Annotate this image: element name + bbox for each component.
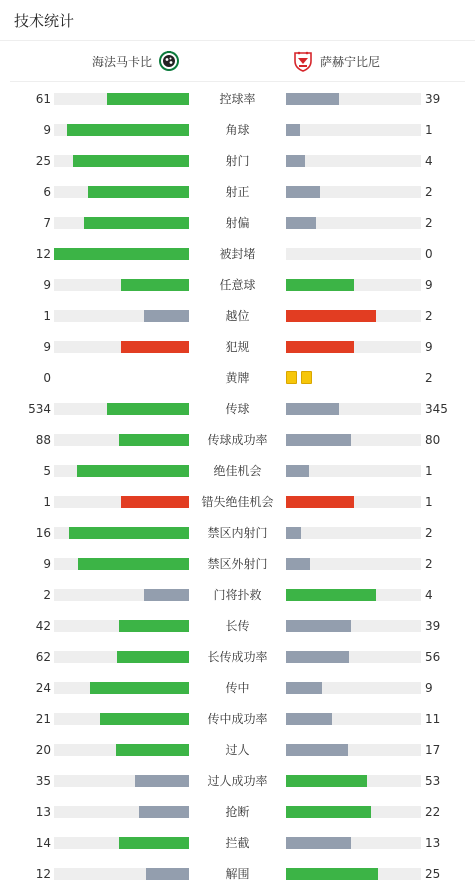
away-stat-value: 9 xyxy=(425,681,433,695)
away-stat-bar xyxy=(286,744,348,756)
away-stat-value: 1 xyxy=(425,123,433,137)
away-team-name: 萨赫宁比尼 xyxy=(320,54,381,69)
home-stat-bar-track xyxy=(54,341,189,353)
teams-row xyxy=(10,41,465,82)
home-stat-value: 9 xyxy=(43,123,51,137)
away-stat-bar-track xyxy=(286,837,421,849)
away-stat-bar xyxy=(286,651,349,663)
away-stat-bar-track xyxy=(286,310,421,322)
stat-label: 长传成功率 xyxy=(207,650,268,664)
page-title: 技术统计 xyxy=(14,11,75,30)
away-stat-bar xyxy=(286,682,322,694)
yellow-card-icon xyxy=(286,371,297,384)
home-stat-value: 14 xyxy=(35,836,51,850)
home-stat-bar xyxy=(121,279,189,291)
home-stat-bar xyxy=(67,124,189,136)
stat-label: 绝佳机会 xyxy=(213,464,262,478)
away-stat-bar-track xyxy=(286,434,421,446)
home-stat-bar-track xyxy=(54,744,189,756)
home-stat-bar xyxy=(90,682,189,694)
stat-row xyxy=(0,399,475,419)
stat-row xyxy=(0,182,475,202)
away-stat-bar-track xyxy=(286,775,421,787)
home-stat-bar-track xyxy=(54,403,189,415)
home-stat-bar xyxy=(78,558,189,570)
home-stat-value: 61 xyxy=(35,92,51,106)
home-stat-value: 5 xyxy=(43,464,51,478)
home-stat-bar xyxy=(144,589,189,601)
home-stat-value: 16 xyxy=(35,526,51,540)
away-stat-value: 2 xyxy=(425,185,433,199)
away-stat-value: 13 xyxy=(425,836,441,850)
away-stat-bar xyxy=(286,589,376,601)
home-stat-bar xyxy=(146,868,189,880)
away-stat-bar xyxy=(286,558,310,570)
stat-row xyxy=(0,306,475,326)
away-stat-bar xyxy=(286,93,339,105)
away-stat-bar-track xyxy=(286,248,421,260)
home-stat-bar-track xyxy=(54,651,189,663)
away-stat-bar-track xyxy=(286,93,421,105)
home-stat-bar-track xyxy=(54,186,189,198)
home-stat-bar-track xyxy=(54,434,189,446)
away-stat-bar-track xyxy=(286,403,421,415)
stat-row xyxy=(0,678,475,698)
stat-label: 射门 xyxy=(225,154,250,168)
home-stat-value: 20 xyxy=(35,743,51,757)
home-stat-bar xyxy=(144,310,189,322)
away-stat-bar-track xyxy=(286,527,421,539)
away-stat-value: 2 xyxy=(425,216,433,230)
away-stat-bar-track xyxy=(286,682,421,694)
home-stat-value: 35 xyxy=(35,774,51,788)
home-stat-bar xyxy=(121,496,189,508)
stat-row xyxy=(0,213,475,233)
home-stat-bar-track xyxy=(54,589,189,601)
away-stat-bar-track xyxy=(286,651,421,663)
away-stat-value: 2 xyxy=(425,526,433,540)
away-stat-bar xyxy=(286,279,354,291)
away-stat-value: 39 xyxy=(425,92,441,106)
stat-label: 任意球 xyxy=(219,278,256,292)
home-stat-value: 21 xyxy=(35,712,51,726)
home-stat-value: 13 xyxy=(35,805,51,819)
home-stat-bar-track xyxy=(54,713,189,725)
away-stat-bar-track xyxy=(286,620,421,632)
away-stat-bar xyxy=(286,837,351,849)
away-stat-bar-track xyxy=(286,217,421,229)
home-stat-bar xyxy=(117,651,189,663)
stat-label: 抢断 xyxy=(225,805,250,819)
away-stat-bar-track xyxy=(286,806,421,818)
home-stat-value: 9 xyxy=(43,340,51,354)
home-stat-bar xyxy=(107,93,189,105)
home-stat-value: 2 xyxy=(43,588,51,602)
stat-row xyxy=(0,430,475,450)
away-stat-bar xyxy=(286,434,351,446)
stat-row xyxy=(0,554,475,574)
stat-row xyxy=(0,120,475,140)
home-stat-bar-track xyxy=(54,806,189,818)
away-stat-bar-track xyxy=(286,558,421,570)
home-stat-bar-track xyxy=(54,248,189,260)
home-stat-value: 42 xyxy=(35,619,51,633)
home-team-logo-icon xyxy=(158,50,180,72)
stat-row xyxy=(0,151,475,171)
away-team-logo-icon xyxy=(292,50,314,72)
home-stat-value: 9 xyxy=(43,557,51,571)
away-stat-value: 345 xyxy=(425,402,448,416)
home-stat-bar xyxy=(119,620,189,632)
home-stat-bar xyxy=(54,248,189,260)
stat-row xyxy=(0,337,475,357)
home-stat-bar-track xyxy=(54,310,189,322)
home-stat-bar-track xyxy=(54,93,189,105)
home-stat-bar xyxy=(84,217,189,229)
home-stat-bar xyxy=(121,341,189,353)
away-stat-bar xyxy=(286,186,320,198)
stat-label: 犯规 xyxy=(225,340,250,354)
away-stat-bar-track xyxy=(286,341,421,353)
away-stat-bar xyxy=(286,341,354,353)
home-stat-bar xyxy=(119,434,189,446)
home-stat-bar xyxy=(88,186,189,198)
home-stat-value: 12 xyxy=(35,867,51,881)
away-stat-bar xyxy=(286,527,301,539)
stat-label: 过人成功率 xyxy=(207,774,268,788)
stat-label: 角球 xyxy=(225,123,250,137)
home-stat-value: 1 xyxy=(43,309,51,323)
home-stat-bar xyxy=(77,465,189,477)
home-stat-bar xyxy=(116,744,189,756)
away-stat-bar-track xyxy=(286,589,421,601)
stat-label: 传球 xyxy=(225,402,250,416)
away-stat-bar xyxy=(286,775,367,787)
away-stat-bar-track xyxy=(286,186,421,198)
away-stat-value: 1 xyxy=(425,464,433,478)
home-stat-bar-track xyxy=(54,496,189,508)
home-stat-value: 6 xyxy=(43,185,51,199)
home-stat-value: 1 xyxy=(43,495,51,509)
away-stat-bar-track xyxy=(286,279,421,291)
stat-row xyxy=(0,802,475,822)
away-stat-value: 22 xyxy=(425,805,441,819)
home-stat-value: 534 xyxy=(28,402,51,416)
home-stat-bar-track xyxy=(54,558,189,570)
home-stat-bar xyxy=(119,837,189,849)
stat-row xyxy=(0,523,475,543)
away-stat-value: 9 xyxy=(425,340,433,354)
away-stat-bar-track xyxy=(286,465,421,477)
stat-label: 传球成功率 xyxy=(207,433,268,447)
stat-label: 越位 xyxy=(225,309,250,323)
away-stat-value: 53 xyxy=(425,774,441,788)
stat-row xyxy=(0,864,475,884)
away-stat-bar xyxy=(286,217,316,229)
home-stat-bar xyxy=(73,155,189,167)
stat-row xyxy=(0,709,475,729)
away-stat-bar xyxy=(286,806,371,818)
stat-row xyxy=(0,244,475,264)
home-stat-bar xyxy=(100,713,189,725)
away-stat-value: 4 xyxy=(425,154,433,168)
stat-label: 传中 xyxy=(225,681,250,695)
away-stat-bar xyxy=(286,403,339,415)
stat-label: 射正 xyxy=(225,185,250,199)
stat-label: 控球率 xyxy=(219,92,256,106)
home-stat-bar xyxy=(135,775,189,787)
away-stat-bar xyxy=(286,868,378,880)
away-stat-bar-track xyxy=(286,713,421,725)
stat-row xyxy=(0,647,475,667)
stat-label: 传中成功率 xyxy=(207,712,268,726)
home-stat-bar-track xyxy=(54,775,189,787)
away-stat-bar xyxy=(286,713,332,725)
away-stat-value: 4 xyxy=(425,588,433,602)
stat-row xyxy=(0,585,475,605)
away-stat-bar xyxy=(286,155,305,167)
away-stat-value: 9 xyxy=(425,278,433,292)
home-stat-bar-track xyxy=(54,465,189,477)
stats-header xyxy=(0,0,475,41)
stat-row xyxy=(0,89,475,109)
stat-row xyxy=(0,740,475,760)
stat-row xyxy=(0,616,475,636)
home-stat-value: 12 xyxy=(35,247,51,261)
stat-label: 拦截 xyxy=(225,836,250,850)
stat-label: 射偏 xyxy=(225,216,250,230)
home-stat-bar-track xyxy=(54,217,189,229)
stat-row xyxy=(0,833,475,853)
stat-label: 禁区内射门 xyxy=(207,526,268,540)
away-stat-bar-track xyxy=(286,155,421,167)
away-stat-value: 2 xyxy=(425,371,433,385)
away-stat-bar-track xyxy=(286,124,421,136)
home-team-name: 海法马卡比 xyxy=(91,54,152,69)
stat-label: 长传 xyxy=(225,619,250,633)
stat-row xyxy=(0,492,475,512)
away-stat-value: 17 xyxy=(425,743,441,757)
away-stat-bar xyxy=(286,496,354,508)
away-stat-bar-track xyxy=(286,744,421,756)
away-stat-value: 11 xyxy=(425,712,441,726)
away-stat-value: 80 xyxy=(425,433,441,447)
home-stat-bar xyxy=(107,403,189,415)
home-stat-bar xyxy=(69,527,189,539)
stat-label: 门将扑救 xyxy=(213,588,262,602)
home-stat-bar-track xyxy=(54,527,189,539)
away-stat-value: 2 xyxy=(425,557,433,571)
stat-row xyxy=(0,368,475,388)
away-team[interactable] xyxy=(292,41,380,81)
home-stat-value: 24 xyxy=(35,681,51,695)
yellow-card-icon xyxy=(301,371,312,384)
stat-row xyxy=(0,461,475,481)
away-stat-bar-track xyxy=(286,868,421,880)
home-stat-value: 62 xyxy=(35,650,51,664)
stat-label: 黄牌 xyxy=(225,371,250,385)
home-stat-bar-track xyxy=(54,620,189,632)
away-stat-value: 1 xyxy=(425,495,433,509)
stat-label: 解围 xyxy=(225,867,250,881)
stat-label: 禁区外射门 xyxy=(207,557,268,571)
away-stat-bar xyxy=(286,465,309,477)
home-stat-bar-track xyxy=(54,682,189,694)
home-stat-bar-track xyxy=(54,868,189,880)
home-stat-bar xyxy=(139,806,189,818)
home-stat-value: 25 xyxy=(35,154,51,168)
home-team[interactable] xyxy=(92,41,180,81)
home-stat-bar-track xyxy=(54,837,189,849)
away-stat-value: 39 xyxy=(425,619,441,633)
away-stat-value: 25 xyxy=(425,867,441,881)
away-yellow-cards xyxy=(286,371,312,385)
stat-label: 被封堵 xyxy=(219,247,256,261)
home-stat-value: 7 xyxy=(43,216,51,230)
home-stat-value: 88 xyxy=(35,433,51,447)
stat-row xyxy=(0,771,475,791)
away-stat-value: 2 xyxy=(425,309,433,323)
away-stat-value: 0 xyxy=(425,247,433,261)
stat-label: 过人 xyxy=(225,743,250,757)
home-stat-value: 0 xyxy=(43,371,51,385)
home-stat-value: 9 xyxy=(43,278,51,292)
home-stat-bar-track xyxy=(54,279,189,291)
away-stat-bar xyxy=(286,310,376,322)
home-stat-bar-track xyxy=(54,124,189,136)
away-stat-bar xyxy=(286,620,351,632)
away-stat-bar xyxy=(286,124,300,136)
away-stat-bar-track xyxy=(286,496,421,508)
stat-label: 错失绝佳机会 xyxy=(201,495,274,509)
stat-row xyxy=(0,275,475,295)
away-stat-value: 56 xyxy=(425,650,441,664)
home-stat-bar-track xyxy=(54,155,189,167)
